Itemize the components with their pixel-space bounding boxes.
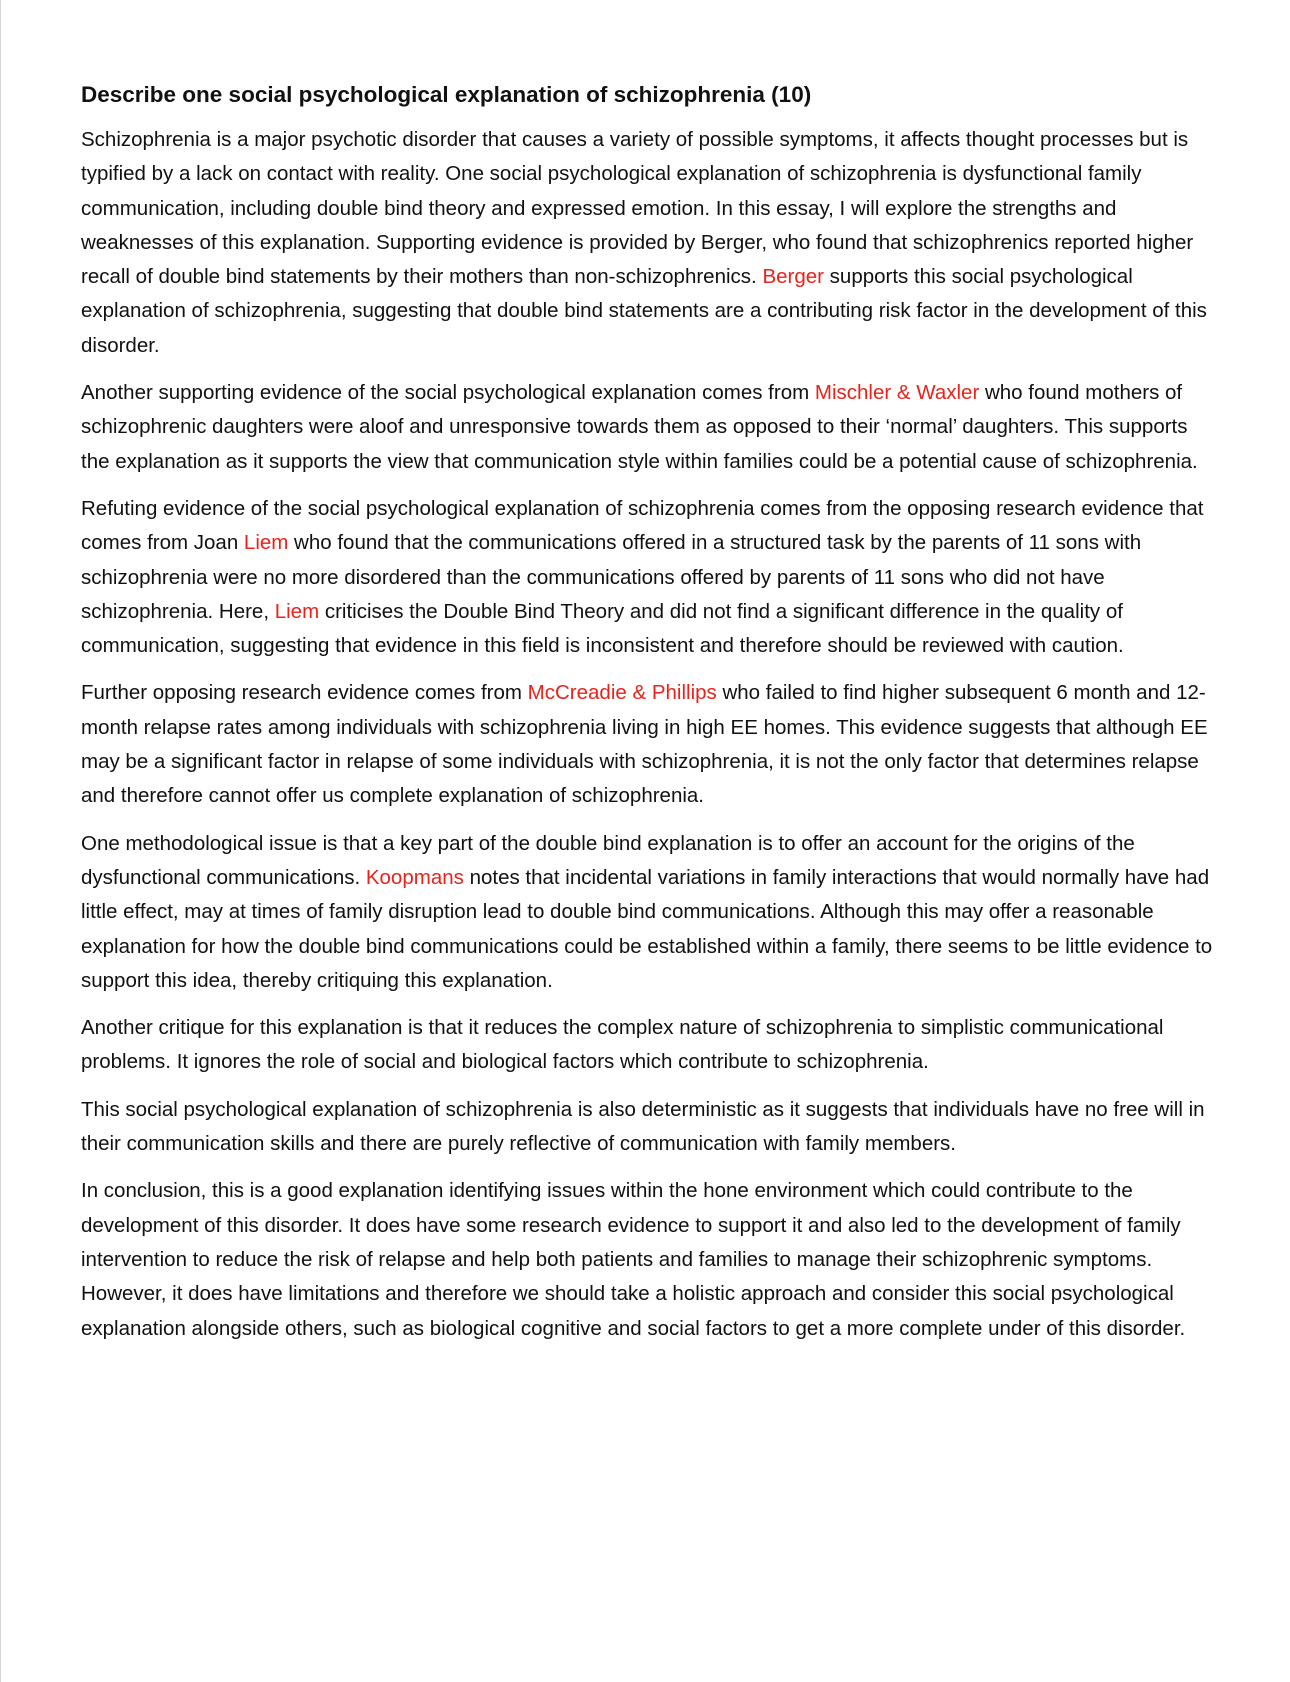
paragraph-mischler-waxler <box>81 376 1221 479</box>
paragraph-text: supports this social psychological explanation of schizophrenia, suggesting that double bind statements are a contributing risk factor in the development of this disorder. <box>81 265 1207 357</box>
paragraph-text: criticises the Double Bind Theory and did not find a significant difference in the quality of communication, suggesting that evidence in this field is inconsistent and therefore should be reviewed with caution. <box>81 599 1124 658</box>
document-body <box>81 80 1221 1359</box>
reference-mccreadie-phillips: McCreadie & Phillips <box>527 681 717 705</box>
paragraph-text: In conclusion, this is a good explanation identifying issues within the hone environment which could contribute to the development of this disorder. It does have some research evidence to support it and also led to the development of family intervention to reduce the risk of relapse and help both patients and families to manage their schizophrenic symptoms. However, it does have limitations and therefore we should take a holistic approach and consider this social psychological explanation alongside others, such as biological cognitive and social factors to get a more complete under of this disorder. <box>81 1179 1186 1340</box>
paragraph-text: who found mothers of schizophrenic daughters were aloof and unresponsive towards them as opposed to their ‘normal’ daughters. This supports the explanation as it supports the view that communication style within families could be a potential cause of schizophrenia. <box>81 381 1198 473</box>
paragraph-text: Another critique for this explanation is that it reduces the complex nature of schizophrenia to simplistic communicational problems. It ignores the role of social and biological factors which contribute to schizophrenia. <box>81 1016 1164 1074</box>
paragraph-introduction <box>81 123 1221 363</box>
reference-koopmans: Koopmans <box>365 865 464 889</box>
reference-liem: Liem <box>243 531 289 555</box>
paragraph-reductionism <box>81 1011 1221 1080</box>
paragraph-text: Another supporting evidence of the social psychological explanation comes from <box>81 381 815 405</box>
paragraph-text: who found that the communications offered in a structured task by the parents of 11 sons with schizophrenia were no more disordered than the communications offered by parents of 11 sons who did not have schizophrenia. Here, <box>81 531 1142 623</box>
paragraph-text: Further opposing research evidence comes from <box>81 681 528 705</box>
paragraph-text: notes that incidental variations in family interactions that would normally have had little effect, may at times of family disruption lead to double bind communications. Although this may offer a reasonable explanation for how the double bind communications could be established within a family, there seems to be little evidence to support this idea, thereby critiquing this explanation. <box>81 865 1213 992</box>
paragraph-text: This social psychological explanation of schizophrenia is also deterministic as it suggests that individuals have no free will in their communication skills and there are purely reflective of communication with family members. <box>81 1097 1205 1156</box>
paragraph-determinism <box>81 1093 1221 1162</box>
essay-title: Describe one social psychological explanation of schizophrenia (10) <box>81 82 812 107</box>
paragraph-text: Refuting evidence of the social psychological explanation of schizophrenia comes from the opposing research evidence that comes from Joan <box>81 496 1204 555</box>
reference-berger: Berger <box>762 265 824 289</box>
paragraph-text: who failed to find higher subsequent 6 month and 12-month relapse rates among individuals with schizophrenia living in high EE homes. This evidence suggests that although EE may be a significant factor in relapse of some individuals with schizophrenia, it is not the only factor that determines relapse and therefore cannot offer us complete explanation of schizophrenia. <box>81 681 1208 808</box>
reference-mischler-waxler: Mischler & Waxler <box>814 381 980 405</box>
paragraph-conclusion <box>81 1174 1221 1345</box>
paragraph-liem <box>81 492 1221 663</box>
paragraph-mccreadie-phillips <box>81 676 1221 813</box>
paragraph-koopmans <box>81 827 1221 998</box>
paragraph-text: One methodological issue is that a key part of the double bind explanation is to offer an account for the origins of the dysfunctional communications. <box>81 831 1135 889</box>
reference-liem: Liem <box>274 599 320 623</box>
paragraph-text: Schizophrenia is a major psychotic disorder that causes a variety of possible symptoms, it affects thought processes but is typified by a lack on contact with reality. One social psychological explanation of schizophrenia is dysfunctional family communication, including double bind theory and expressed emotion. In this essay, I will explore the strengths and weaknesses of this explanation. Supporting evidence is provided by Berger, who found that schizophrenics reported higher recall of double bind statements by their mothers than non-schizophrenics. <box>81 128 1194 289</box>
